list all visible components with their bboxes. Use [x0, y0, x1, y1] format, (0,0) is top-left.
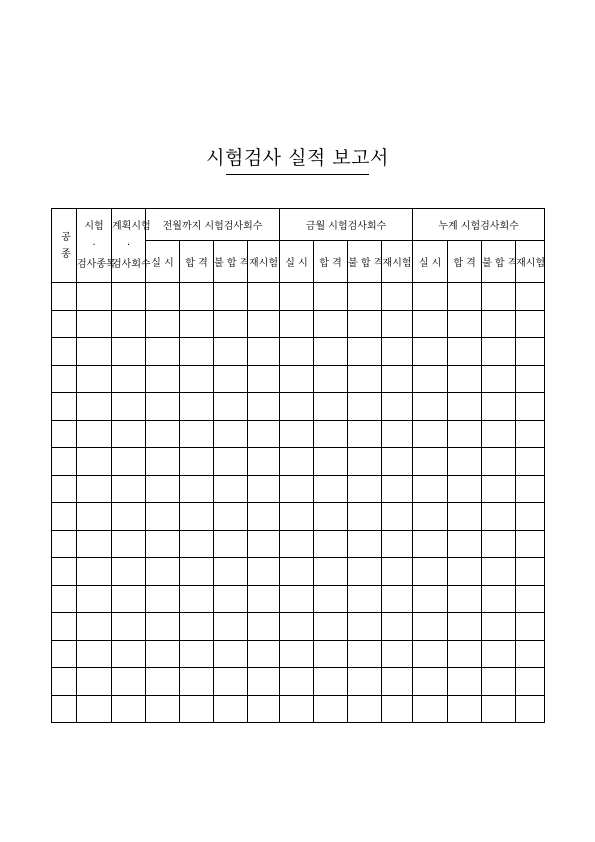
table-cell[interactable]: [448, 475, 482, 503]
table-cell[interactable]: [413, 365, 448, 393]
category-header: [52, 209, 77, 283]
table-cell[interactable]: [382, 503, 413, 531]
table-cell[interactable]: [248, 695, 280, 723]
table-cell[interactable]: [77, 695, 112, 723]
table-cell[interactable]: [146, 475, 180, 503]
table-cell[interactable]: [77, 503, 112, 531]
table-cell[interactable]: [382, 668, 413, 696]
table-cell[interactable]: [77, 640, 112, 668]
table-cell[interactable]: [52, 530, 77, 558]
table-cell[interactable]: [146, 365, 180, 393]
table-cell[interactable]: [448, 338, 482, 366]
table-cell[interactable]: [280, 283, 314, 311]
table-cell[interactable]: [413, 338, 448, 366]
table-cell[interactable]: [314, 365, 348, 393]
table-cell[interactable]: [146, 338, 180, 366]
table-cell[interactable]: [280, 503, 314, 531]
group-header-cumulative: 누계 시험검사회수: [413, 209, 545, 241]
table-cell[interactable]: [248, 558, 280, 586]
table-cell[interactable]: [448, 695, 482, 723]
table-cell[interactable]: [482, 640, 516, 668]
table-cell[interactable]: [214, 420, 248, 448]
table-cell[interactable]: [482, 310, 516, 338]
planned-header: [112, 209, 151, 283]
table-cell[interactable]: [348, 585, 382, 613]
table-cell[interactable]: [382, 695, 413, 723]
table-cell[interactable]: [314, 640, 348, 668]
table-cell[interactable]: [448, 365, 482, 393]
table-row: [52, 393, 545, 421]
table-cell[interactable]: [314, 558, 348, 586]
table-cell[interactable]: [413, 530, 448, 558]
table-cell[interactable]: [482, 585, 516, 613]
sub-header-cumulative-retest: 재시험: [516, 241, 545, 283]
table-cell[interactable]: [348, 695, 382, 723]
table-cell[interactable]: [146, 613, 180, 641]
table-cell[interactable]: [448, 668, 482, 696]
table-cell[interactable]: [180, 393, 214, 421]
planned-header-line-2: ·: [126, 239, 131, 251]
page-title: 시험검사 실적 보고서: [206, 147, 389, 169]
table-cell[interactable]: [482, 475, 516, 503]
table-row: [52, 503, 545, 531]
table-cell[interactable]: [52, 640, 77, 668]
table-cell[interactable]: [348, 365, 382, 393]
table-cell[interactable]: [516, 448, 545, 476]
table-cell[interactable]: [413, 448, 448, 476]
table-cell[interactable]: [180, 668, 214, 696]
item-header-line-2: ·: [92, 239, 96, 251]
table-cell[interactable]: [382, 338, 413, 366]
table-cell[interactable]: [382, 420, 413, 448]
table-cell[interactable]: [214, 310, 248, 338]
table-cell[interactable]: [248, 640, 280, 668]
table-cell[interactable]: [516, 393, 545, 421]
table-cell[interactable]: [314, 668, 348, 696]
title-underline: [226, 174, 369, 175]
planned-header-line-3: 검사회수: [112, 258, 151, 270]
sub-header-previous-passed: 합 격: [180, 241, 214, 283]
table-row: [52, 613, 545, 641]
table-cell[interactable]: [280, 668, 314, 696]
table-cell[interactable]: [180, 475, 214, 503]
table-cell[interactable]: [112, 558, 146, 586]
table-cell[interactable]: [180, 448, 214, 476]
table-cell[interactable]: [112, 420, 146, 448]
table-cell[interactable]: [413, 310, 448, 338]
table-cell[interactable]: [214, 585, 248, 613]
table-cell[interactable]: [52, 365, 77, 393]
table-cell[interactable]: [314, 393, 348, 421]
table-row: [52, 558, 545, 586]
table-cell[interactable]: [280, 338, 314, 366]
table-cell[interactable]: [516, 558, 545, 586]
table-cell[interactable]: [348, 475, 382, 503]
table-cell[interactable]: [314, 613, 348, 641]
table-cell[interactable]: [112, 503, 146, 531]
table-cell[interactable]: [280, 585, 314, 613]
table-cell[interactable]: [348, 283, 382, 311]
table-cell[interactable]: [448, 420, 482, 448]
table-cell[interactable]: [146, 585, 180, 613]
table-cell[interactable]: [112, 338, 146, 366]
table-cell[interactable]: [516, 695, 545, 723]
table-cell[interactable]: [146, 420, 180, 448]
table-cell[interactable]: [382, 310, 413, 338]
table-row: [52, 365, 545, 393]
table-cell[interactable]: [348, 310, 382, 338]
table-cell[interactable]: [248, 613, 280, 641]
table-row: [52, 695, 545, 723]
table-cell[interactable]: [482, 283, 516, 311]
group-header-previous: 전월까지 시험검사회수: [146, 209, 280, 241]
table-cell[interactable]: [448, 393, 482, 421]
table-cell[interactable]: [516, 365, 545, 393]
table-cell[interactable]: [248, 420, 280, 448]
table-cell[interactable]: [248, 365, 280, 393]
table-cell[interactable]: [248, 530, 280, 558]
table-cell[interactable]: [214, 338, 248, 366]
table-cell[interactable]: [112, 530, 146, 558]
table-cell[interactable]: [248, 283, 280, 311]
table-cell[interactable]: [314, 475, 348, 503]
table-row: [52, 530, 545, 558]
table-cell[interactable]: [348, 420, 382, 448]
table-row: [52, 283, 545, 311]
table-cell[interactable]: [180, 695, 214, 723]
table-cell[interactable]: [248, 310, 280, 338]
table-cell[interactable]: [52, 393, 77, 421]
table-cell[interactable]: [348, 668, 382, 696]
table-cell[interactable]: [482, 613, 516, 641]
table-row: [52, 640, 545, 668]
table-cell[interactable]: [413, 475, 448, 503]
table-cell[interactable]: [52, 695, 77, 723]
table-cell[interactable]: [214, 668, 248, 696]
table-cell[interactable]: [180, 640, 214, 668]
category-header-label: 공 종: [58, 230, 70, 261]
table-cell[interactable]: [146, 530, 180, 558]
table-cell[interactable]: [248, 503, 280, 531]
table-cell[interactable]: [112, 613, 146, 641]
sub-header-previous-retest: 재시험: [248, 241, 280, 283]
table-cell[interactable]: [314, 530, 348, 558]
table-cell[interactable]: [448, 283, 482, 311]
table-cell[interactable]: [248, 448, 280, 476]
table-cell[interactable]: [448, 448, 482, 476]
table-cell[interactable]: [482, 558, 516, 586]
table-cell[interactable]: [52, 338, 77, 366]
table-cell[interactable]: [448, 585, 482, 613]
table-cell[interactable]: [248, 393, 280, 421]
table-cell[interactable]: [146, 668, 180, 696]
table-cell[interactable]: [52, 503, 77, 531]
table-cell[interactable]: [314, 695, 348, 723]
table-cell[interactable]: [180, 503, 214, 531]
table-cell[interactable]: [482, 695, 516, 723]
table-cell[interactable]: [77, 585, 112, 613]
table-cell[interactable]: [314, 420, 348, 448]
table-cell[interactable]: [348, 613, 382, 641]
table-cell[interactable]: [146, 283, 180, 311]
table-row: [52, 585, 545, 613]
sub-header-current-conducted: 실 시: [280, 241, 314, 283]
table-cell[interactable]: [382, 283, 413, 311]
table-cell[interactable]: [77, 283, 112, 311]
table-cell[interactable]: [52, 448, 77, 476]
table-cell[interactable]: [348, 448, 382, 476]
table-cell[interactable]: [280, 558, 314, 586]
table-row: [52, 668, 545, 696]
table-cell[interactable]: [112, 585, 146, 613]
table-cell[interactable]: [52, 558, 77, 586]
table-cell[interactable]: [448, 558, 482, 586]
table-cell[interactable]: [112, 365, 146, 393]
table-cell[interactable]: [146, 310, 180, 338]
table-cell[interactable]: [77, 393, 112, 421]
table-cell[interactable]: [77, 475, 112, 503]
table-cell[interactable]: [448, 640, 482, 668]
table-cell[interactable]: [214, 613, 248, 641]
table-cell[interactable]: [348, 338, 382, 366]
table-cell[interactable]: [348, 393, 382, 421]
table-cell[interactable]: [314, 503, 348, 531]
table-cell[interactable]: [146, 558, 180, 586]
table-cell[interactable]: [348, 558, 382, 586]
table-cell[interactable]: [382, 393, 413, 421]
table-cell[interactable]: [382, 448, 413, 476]
table-cell[interactable]: [112, 393, 146, 421]
table-cell[interactable]: [413, 558, 448, 586]
table-cell[interactable]: [516, 503, 545, 531]
table-cell[interactable]: [180, 283, 214, 311]
table-cell[interactable]: [146, 448, 180, 476]
table-cell[interactable]: [413, 640, 448, 668]
table-cell[interactable]: [112, 640, 146, 668]
sub-header-current-failed: 불 합 격: [348, 241, 382, 283]
table-cell[interactable]: [348, 640, 382, 668]
table-cell[interactable]: [214, 640, 248, 668]
table-cell[interactable]: [482, 530, 516, 558]
table-cell[interactable]: [413, 283, 448, 311]
table-cell[interactable]: [382, 613, 413, 641]
table-cell[interactable]: [382, 640, 413, 668]
table-cell[interactable]: [448, 503, 482, 531]
table-cell[interactable]: [314, 338, 348, 366]
table-cell[interactable]: [77, 668, 112, 696]
table-cell[interactable]: [516, 283, 545, 311]
table-cell[interactable]: [482, 365, 516, 393]
table-cell[interactable]: [413, 503, 448, 531]
table-cell[interactable]: [180, 338, 214, 366]
table-cell[interactable]: [214, 448, 248, 476]
table-cell[interactable]: [77, 558, 112, 586]
table-cell[interactable]: [77, 420, 112, 448]
table-cell[interactable]: [52, 475, 77, 503]
table-cell[interactable]: [77, 530, 112, 558]
table-cell[interactable]: [77, 613, 112, 641]
table-cell[interactable]: [280, 475, 314, 503]
table-cell[interactable]: [52, 420, 77, 448]
table-cell[interactable]: [214, 365, 248, 393]
report-table: [51, 208, 545, 723]
table-cell[interactable]: [314, 448, 348, 476]
table-cell[interactable]: [180, 310, 214, 338]
table-cell[interactable]: [382, 475, 413, 503]
table-cell[interactable]: [280, 640, 314, 668]
table-cell[interactable]: [146, 695, 180, 723]
table-cell[interactable]: [482, 420, 516, 448]
table-cell[interactable]: [52, 585, 77, 613]
sub-header-current-retest: 재시험: [382, 241, 413, 283]
sub-header-previous-conducted: 실 시: [146, 241, 180, 283]
table-cell[interactable]: [280, 393, 314, 421]
table-cell[interactable]: [516, 338, 545, 366]
table-cell[interactable]: [112, 310, 146, 338]
table-cell[interactable]: [413, 585, 448, 613]
table-cell[interactable]: [280, 530, 314, 558]
table-cell[interactable]: [214, 283, 248, 311]
table-cell[interactable]: [248, 668, 280, 696]
table-cell[interactable]: [413, 668, 448, 696]
table-cell[interactable]: [280, 365, 314, 393]
table-cell[interactable]: [52, 283, 77, 311]
table-cell[interactable]: [112, 695, 146, 723]
table-cell[interactable]: [280, 310, 314, 338]
table-cell[interactable]: [146, 503, 180, 531]
table-cell[interactable]: [280, 448, 314, 476]
table-cell[interactable]: [248, 338, 280, 366]
table-cell[interactable]: [77, 448, 112, 476]
table-cell[interactable]: [348, 503, 382, 531]
table-cell[interactable]: [482, 448, 516, 476]
table-row: [52, 448, 545, 476]
table-cell[interactable]: [482, 668, 516, 696]
group-header-current: 금월 시험검사회수: [280, 209, 413, 241]
table-cell[interactable]: [214, 393, 248, 421]
table-cell[interactable]: [146, 393, 180, 421]
table-cell[interactable]: [214, 558, 248, 586]
table-cell[interactable]: [516, 668, 545, 696]
sub-header-cumulative-failed: 불 합 격: [482, 241, 516, 283]
table-cell[interactable]: [448, 530, 482, 558]
table-cell[interactable]: [516, 640, 545, 668]
table-cell[interactable]: [516, 310, 545, 338]
table-cell[interactable]: [77, 338, 112, 366]
table-cell[interactable]: [214, 475, 248, 503]
table-cell[interactable]: [314, 585, 348, 613]
item-header-line-3: 검사종목: [77, 258, 116, 270]
table-cell[interactable]: [482, 338, 516, 366]
table-cell[interactable]: [413, 420, 448, 448]
table-cell[interactable]: [248, 585, 280, 613]
table-cell[interactable]: [112, 448, 146, 476]
table-cell[interactable]: [180, 558, 214, 586]
table-cell[interactable]: [448, 310, 482, 338]
table-cell[interactable]: [52, 310, 77, 338]
table-cell[interactable]: [382, 530, 413, 558]
table-cell[interactable]: [482, 503, 516, 531]
table-cell[interactable]: [413, 393, 448, 421]
sub-header-current-passed: 합 격: [314, 241, 348, 283]
table-cell[interactable]: [413, 613, 448, 641]
table-cell[interactable]: [214, 530, 248, 558]
sub-header-previous-failed: 불 합 격: [214, 241, 248, 283]
table-cell[interactable]: [314, 283, 348, 311]
table-cell[interactable]: [180, 530, 214, 558]
sub-header-cumulative-passed: 합 격: [448, 241, 482, 283]
table-cell[interactable]: [314, 310, 348, 338]
item-header: [77, 209, 116, 283]
table-cell[interactable]: [214, 503, 248, 531]
table-cell[interactable]: [280, 695, 314, 723]
table-cell[interactable]: [77, 310, 112, 338]
table-cell[interactable]: [516, 613, 545, 641]
table-cell[interactable]: [180, 613, 214, 641]
table-cell[interactable]: [413, 695, 448, 723]
table-cell[interactable]: [112, 668, 146, 696]
table-cell[interactable]: [280, 420, 314, 448]
table-cell[interactable]: [516, 585, 545, 613]
table-cell[interactable]: [52, 613, 77, 641]
table-cell[interactable]: [516, 475, 545, 503]
table-cell[interactable]: [146, 640, 180, 668]
table-cell[interactable]: [482, 393, 516, 421]
table-cell[interactable]: [180, 420, 214, 448]
table-cell[interactable]: [52, 668, 77, 696]
table-cell[interactable]: [77, 365, 112, 393]
table-cell[interactable]: [448, 613, 482, 641]
sub-header-cumulative-conducted: 실 시: [413, 241, 448, 283]
table-cell[interactable]: [180, 585, 214, 613]
table-cell[interactable]: [214, 695, 248, 723]
header-row-groups: [52, 209, 545, 241]
table-row: [52, 420, 545, 448]
table-cell[interactable]: [180, 365, 214, 393]
table-row: [52, 338, 545, 366]
table-cell[interactable]: [382, 365, 413, 393]
planned-header-line-1: 계획시험: [112, 220, 151, 232]
table-row: [52, 310, 545, 338]
table-row: [52, 475, 545, 503]
table-cell[interactable]: [516, 530, 545, 558]
table-cell[interactable]: [112, 283, 146, 311]
table-cell[interactable]: [382, 558, 413, 586]
table-cell[interactable]: [382, 585, 413, 613]
table-cell[interactable]: [348, 530, 382, 558]
item-header-line-1: 시험: [84, 220, 104, 232]
table-cell[interactable]: [516, 420, 545, 448]
table-cell[interactable]: [248, 475, 280, 503]
table-cell[interactable]: [280, 613, 314, 641]
table-cell[interactable]: [112, 475, 146, 503]
